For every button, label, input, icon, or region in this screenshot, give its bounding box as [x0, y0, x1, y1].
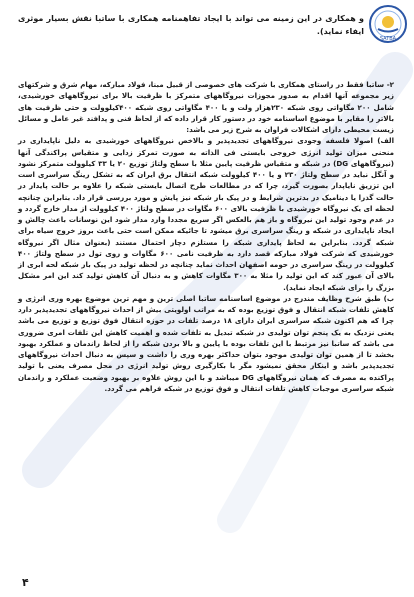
page-number: ۴ [22, 576, 29, 589]
paragraph-continuation: و همکاری در این زمینه می تواند با ایجاد تفاهمنامه همکاری با ساتبا نقش بسیار موثری ایفاء نماید). [18, 14, 364, 36]
paragraph-item-alef: الف) اصولا فلسفه وجودی نیروگاههای تجدیدپذیر و بالاخص نیروگاههای خورشیدی به دلیل ناپایداری در منحنی میزان تولید انرژی خروجی بایستی فی الذاته به صورت تمرکز زدایی و متقیاس پراکندگی آنها (نیروگاههای DG) در شبکه و متقیاس ظرفیت پایین مثلا با سطح ولتاژ توزیع ۲۰ یا ۳۳ کیلوولت متمرکز نشود و آنگل نباید در سطح ولتاژ ۲۳۰ و یا ۴۰۰ کیلوولت شبکه انتقال برق ایران که به تشکل رینگ سراسری است این تزریق نایاپدار بصورت گیرد، چرا که در مطالعات طرح اتصال بایستی شبکه را علاوه بر حالت پایدار در حالت گذرا یا دینامیک در بدترین شرایط و در پیک بار شبکه نیز پایش و مورد بررسی قرار داد. بنابراین چنانچه لحظه ای یک نیروگاه خورشیدی با ظرفیت بالای ۶۰۰ مگاوات در سطح ولتاژ ۴۰۰ کیلوولت از مدار خارج گردد و در عدم وجود تولید این نیروگاه و باز هم بالعکس اگر سریع مجددا وارد مدار شود این نوسانات باعث چالش و ایجاد ناپایداری در شبکه و رینگ سراسری برق میشود تا جائیکه ممکن است حتی باعث بروز خروج سیاه برای شبکه گردد. بنابراین به لحاظ پایداری شبکه را مستلزم دچار احتمال مستند (بعنوان مثال اگر نیروگاه خورشیدی که شرکت فولاد مبارکه قصد دارد به ظرفیت نامی ۶۰۰ مگاوات و روی تول در سطح ولتاژ ۴۰۰ کیلوولت در رینگ سراسری در حومه اصفهان احداث نماید چنانچه در لحظه تولید در پیک بار شبکه لحه ابری از بالای آن عبور کند که این تولید را مثلا به ۳۰۰ مگاوات کاهش و به دنبال آن کاهش تولید کند این امر مشکل بزرگ را برای شبکه ایجاد نماید). [18, 136, 394, 292]
svg-text:SATBA: SATBA [379, 36, 397, 42]
paragraph-item-be: ب) طبق شرح وظایف مندرج در موضوع اساسنامه ساتبا اصلی ترین و مهم ترین موضوع بهره وری انرژی و کاهش تلفات شبکه انتقال و فوق توزیع بوده که به مراتب اولویتی بیش از احداث نیروگاههای تجدیدپذیر دارد چرا که هم اکنون شبکه سراسری ایران دارای ۱۸ درصد تلفات در حوزه انتقال فوق توزیع و توزیع می باشد یعنی نزدیک به یک پنجم توان تولیدی در شبکه تبدیل به تلفات شده و اهمیت کاهش این تلفات امری ضروری می باشد که ساتبا نیز مرتبط با این تلفات بوده با پایین و بالا بردن شبکه را از لحاظ راندمان و عملکرد بهبود بخشد تا از همین توان تولیدی موجود بتوان حداکثر بهره وری را داشت و سپس به دنبال احداث نیروگاههای تجدیدپذیر باشد و اینکار محقق نمیشود مگر با بکارگیری روش تولید انرژی در محل مصرف یعنی با تولید پراکنده به مصرف که همان نیروگاههای DG میباشد و با این روش علاوه بر بهبود وضعیت عملکرد و راندمان شبکه سراسری موجبات کاهش تلفات انتقال و فوق توزیع در شبکه فراهم می گردد. [18, 293, 395, 393]
top-paragraph [18, 12, 364, 38]
main-body [18, 79, 394, 394]
satba-logo [368, 4, 408, 44]
paragraph-item-2: ۲- ساتبا فقط در راستای همکاری با شرکت های خصوصی از قبیل مبنا، فولاد مبارکه، مهام شرق و شرکتهای زیر مجموعه آنها اقدام به صدور مجوزات نیروگاههای متمرکز با ظرفیت بالا برای نیروگاههای خورشیدی، شامل ۲۰۰ مگاواتی روی شبکه ۲۳۰هزار ولت و یا ۴۰۰ مگاواتی روی شبکه ۴۰۰کیلوولت و حتی ظرفیت های بالاتر را مقایر با موضوع اساسنامه خود در دستور کار قرار داده که از لحاظ فنی و پدافند غیر عامل و مسائل زیست محیطی دارای اشکالات فراوان به شرح زیر می باشد: [18, 80, 394, 134]
